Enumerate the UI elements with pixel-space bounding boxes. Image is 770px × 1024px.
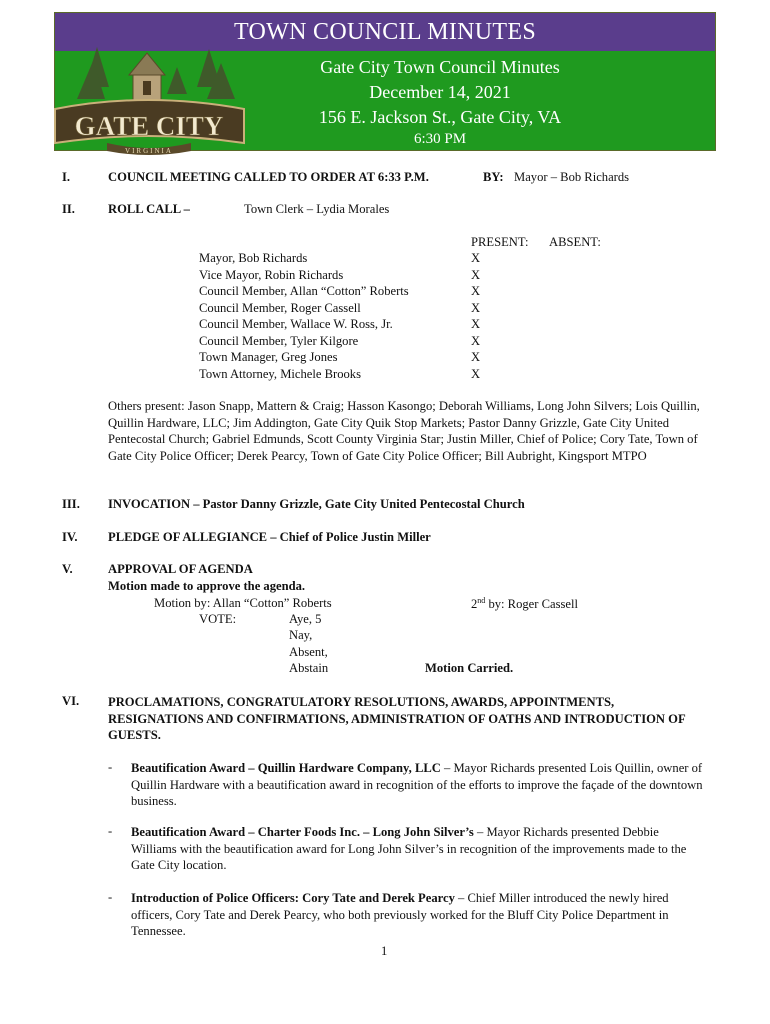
- header-banner: [54, 12, 716, 155]
- header-line-4: 6:30 PM: [413, 131, 467, 147]
- vote-absent: Absent,: [289, 645, 328, 659]
- section-4-number: IV.: [62, 530, 78, 544]
- member-name: Town Attorney, Michele Brooks: [199, 367, 361, 381]
- member-present: X: [471, 350, 481, 364]
- member-name: Council Member, Roger Cassell: [199, 301, 361, 315]
- vote-aye: Aye, 5: [289, 612, 322, 626]
- member-name: Council Member, Tyler Kilgore: [199, 334, 359, 348]
- member-present: X: [471, 367, 481, 381]
- motion-by: Motion by: Allan “Cotton” Roberts: [154, 596, 332, 610]
- member-present: X: [471, 268, 481, 282]
- list-dash: -: [108, 824, 113, 838]
- gate-city-logo: [47, 39, 252, 157]
- member-present: X: [471, 284, 481, 298]
- absent-header: ABSENT:: [549, 235, 601, 249]
- section-5-number: V.: [62, 562, 73, 576]
- header-line-2: December 14, 2021: [369, 82, 511, 102]
- vote-abstain: Abstain: [289, 661, 329, 675]
- document-title: TOWN COUNCIL MINUTES: [234, 19, 536, 45]
- vote-nay: Nay,: [289, 628, 313, 642]
- header-line-1: Gate City Town Council Minutes: [320, 57, 560, 77]
- section-2-title: ROLL CALL –: [108, 202, 190, 216]
- member-name: Vice Mayor, Robin Richards: [199, 268, 344, 282]
- section-5-title: APPROVAL OF AGENDA: [108, 562, 253, 576]
- section-6-title: PROCLAMATIONS, CONGRATULATORY RESOLUTIONS, AWARDS, APPOINTMENTS, RESIGNATIONS AND CONFIRMATIONS, ADMINISTRATION OF OATHS AND INTRODUCTION OF GUESTS.: [108, 695, 686, 742]
- section-1-number: I.: [62, 170, 71, 184]
- section-2-number: II.: [62, 202, 75, 216]
- page-number: 1: [381, 944, 388, 958]
- list-dash: -: [108, 890, 113, 904]
- list-item: Introduction of Police Officers: Cory Tate and Derek Pearcy – Chief Miller introduced the newly hired officers, Cory Tate and Derek Pearcy, who both previously worked for the Bluff City Police Department in Tennessee.: [131, 891, 669, 938]
- member-name: Council Member, Allan “Cotton” Roberts: [199, 284, 409, 298]
- member-present: X: [471, 251, 481, 265]
- logo-text: GATE CITY: [74, 111, 224, 141]
- section-1-by-value: Mayor – Bob Richards: [514, 170, 630, 184]
- logo-subtext: VIRGINIA: [125, 147, 173, 155]
- motion-text: Motion made to approve the agenda.: [108, 579, 306, 593]
- header-line-3: 156 E. Jackson St., Gate City, VA: [318, 107, 562, 127]
- member-present: X: [471, 301, 481, 315]
- member-name: Council Member, Wallace W. Ross, Jr.: [199, 317, 393, 331]
- present-header: PRESENT:: [471, 235, 529, 249]
- member-name: Mayor, Bob Richards: [199, 251, 308, 265]
- section-1-by-label: BY:: [483, 170, 504, 184]
- member-present: X: [471, 317, 481, 331]
- vote-label: VOTE:: [199, 612, 237, 626]
- list-dash: -: [108, 760, 113, 774]
- section-6-number: VI.: [62, 694, 80, 708]
- section-3-title: INVOCATION – Pastor Danny Grizzle, Gate City United Pentecostal Church: [108, 497, 525, 511]
- section-3-number: III.: [62, 497, 80, 511]
- motion-result: Motion Carried.: [425, 661, 514, 675]
- section-1-title: COUNCIL MEETING CALLED TO ORDER AT 6:33 P.M.: [108, 170, 429, 184]
- list-item: Beautification Award – Quillin Hardware Company, LLC – Mayor Richards presented Lois Quillin, owner of Quillin Hardware with a beautification award in recognition of the efforts to improve the façade of the downtown business.: [131, 761, 703, 808]
- member-name: Town Manager, Greg Jones: [199, 350, 338, 364]
- town-clerk: Town Clerk – Lydia Morales: [244, 202, 390, 216]
- section-4-title: PLEDGE OF ALLEGIANCE – Chief of Police Justin Miller: [108, 530, 431, 544]
- seconded-by: 2nd by: Roger Cassell: [471, 596, 578, 612]
- list-item: Beautification Award – Charter Foods Inc. – Long John Silver’s – Mayor Richards presented Debbie Williams with the beautification award for Long John Silver’s in recognition of the improvements made to the Gate City location.: [131, 825, 687, 872]
- member-present: X: [471, 334, 481, 348]
- others-present: Others present: Jason Snapp, Mattern & Craig; Hasson Kasongo; Deborah Williams, Long John Silvers; Lois Quillin, Quillin Hardware, LLC; Jim Addington, Gate City Quik Stop Markets; Pastor Danny Grizzle, Gate City United Pentecostal Church; Gabriel Edmunds, Scott County Virginia Star; Justin Miller, Chief of Police; Cory Tate, Town of Gate City Police Officer; Derek Pearcy, Town of Gate City Police Officer; Bill Aubright, Kingsport MTPO: [108, 399, 700, 463]
